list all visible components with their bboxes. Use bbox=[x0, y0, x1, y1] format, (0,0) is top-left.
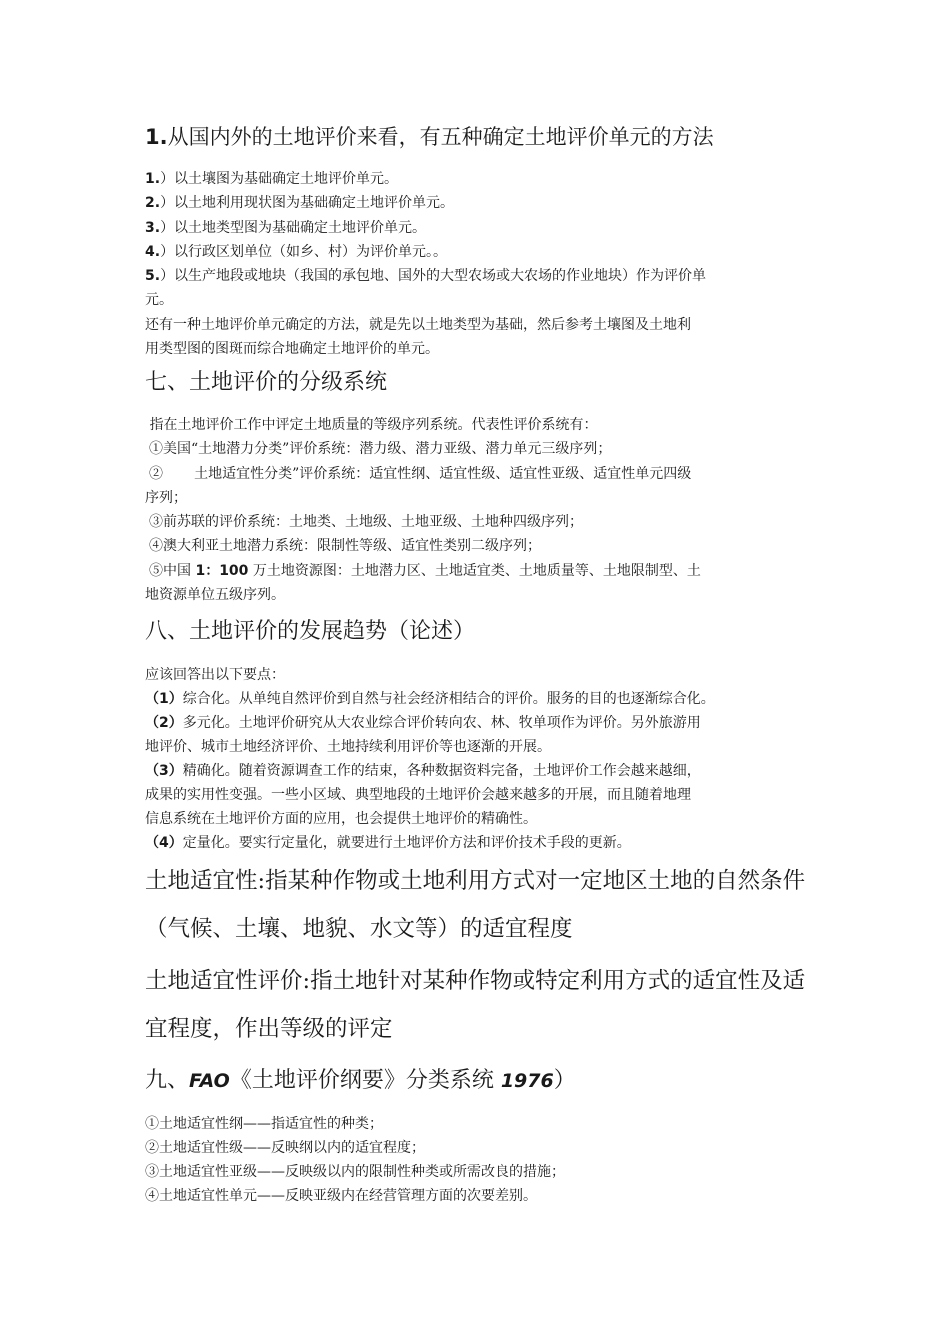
list-item: （3）精确化。随着资源调查工作的结束，各种数据资料完备，土地评价工作会越来越细， bbox=[145, 763, 701, 779]
list-item: ④土地适宜性单元——反映亚级内在经营管理方面的次要差别。 bbox=[145, 1188, 537, 1204]
list-item-continuation: 序列； bbox=[145, 489, 187, 506]
definition-suitability-evaluation-cont: 宜程度，作出等级的评定 bbox=[145, 1016, 393, 1042]
list-item: ③土地适宜性亚级——反映级以内的限制性种类或所需改良的措施； bbox=[145, 1164, 565, 1180]
list-item: 4.）以行政区划单位（如乡、村）为评价单元。。 bbox=[145, 243, 448, 260]
list-item: 3.）以土地类型图为基础确定土地评价单元。 bbox=[145, 219, 427, 236]
methods-list bbox=[145, 167, 815, 361]
section-seven-body bbox=[145, 413, 815, 607]
list-item: （4）定量化。要实行定量化，就要进行土地评价方法和评价技术手段的更新。 bbox=[145, 835, 631, 851]
list-item: ①土地适宜性纲——指适宜性的种类； bbox=[145, 1116, 383, 1132]
methods-note-line: 还有一种土地评价单元确定的方法，就是先以土地类型为基础，然后参考土壤图及土地利 bbox=[145, 316, 691, 333]
section-eight-heading: 八、土地评价的发展趋势（论述） bbox=[145, 619, 476, 644]
section-nine-heading: 九、FAO《土地评价纲要》分类系统 1976） bbox=[145, 1068, 576, 1093]
list-item: ⑤中国 1：100 万土地资源图：土地潜力区、土地适宜类、土地质量等、土地限制型、土 bbox=[149, 562, 701, 579]
list-item-continuation: 地资源单位五级序列。 bbox=[145, 587, 285, 604]
section-eight-body bbox=[145, 663, 815, 855]
list-item-continuation: 信息系统在土地评价方面的应用，也会提供土地评价的精确性。 bbox=[145, 811, 537, 827]
list-item: ②土地适宜性级——反映纲以内的适宜程度； bbox=[145, 1140, 425, 1156]
list-item: 1.）以土壤图为基础确定土地评价单元。 bbox=[145, 171, 399, 187]
list-item: ①美国“土地潜力分类”评价系统：潜力级、潜力亚级、潜力单元三级序列； bbox=[149, 441, 612, 458]
list-item: （1）综合化。从单纯自然评价到自然与社会经济相结合的评价。服务的目的也逐渐综合化。 bbox=[145, 691, 715, 707]
list-item: ② 土地适宜性分类”评价系统：适宜性纲、适宜性级、适宜性亚级、适宜性单元四级 bbox=[149, 465, 692, 482]
list-item: ④澳大利亚土地潜力系统：限制性等级、适宜性类别二级序列； bbox=[149, 538, 541, 555]
list-item: 2.）以土地利用现状图为基础确定土地评价单元。 bbox=[145, 195, 455, 212]
section-seven-intro: 指在土地评价工作中评定土地质量的等级序列系统。代表性评价系统有： bbox=[145, 417, 598, 433]
list-item: （2）多元化。土地评价研究从大农业综合评价转向农、林、牧单项作为评价。另外旅游用 bbox=[145, 715, 701, 731]
list-item-continuation: 地评价、城市土地经济评价、土地持续利用评价等也逐渐的开展。 bbox=[145, 739, 551, 755]
methods-heading bbox=[145, 123, 815, 151]
definition-suitability-evaluation: 土地适宜性评价:指土地针对某种作物或特定利用方式的适宜性及适 bbox=[145, 968, 806, 994]
definition-suitability-cont: （气候、土壤、地貌、水文等）的适宜程度 bbox=[145, 916, 573, 942]
methods-note-line: 用类型图的图斑而综合地确定土地评价的单元。 bbox=[145, 341, 439, 358]
section-nine-list bbox=[145, 1112, 815, 1208]
list-item-continuation: 元。 bbox=[145, 292, 173, 309]
section-seven-heading: 七、土地评价的分级系统 bbox=[145, 370, 388, 395]
list-item-continuation: 成果的实用性变强。一些小区域、典型地段的土地评价会越来越多的开展，而且随着地理 bbox=[145, 787, 691, 803]
definition-suitability: 土地适宜性:指某种作物或土地利用方式对一定地区土地的自然条件 bbox=[145, 868, 806, 894]
methods-heading-number: 1. bbox=[145, 125, 168, 149]
list-item: 5.）以生产地段或地块（我国的承包地、国外的大型农场或大农场的作业地块）作为评价单 bbox=[145, 268, 707, 285]
methods-heading-text: 从国内外的土地评价来看，有五种确定土地评价单元的方法 bbox=[167, 125, 714, 149]
section-eight-intro: 应该回答出以下要点： bbox=[145, 667, 285, 683]
list-item: ③前苏联的评价系统：土地类、土地级、土地亚级、土地种四级序列； bbox=[149, 514, 583, 531]
